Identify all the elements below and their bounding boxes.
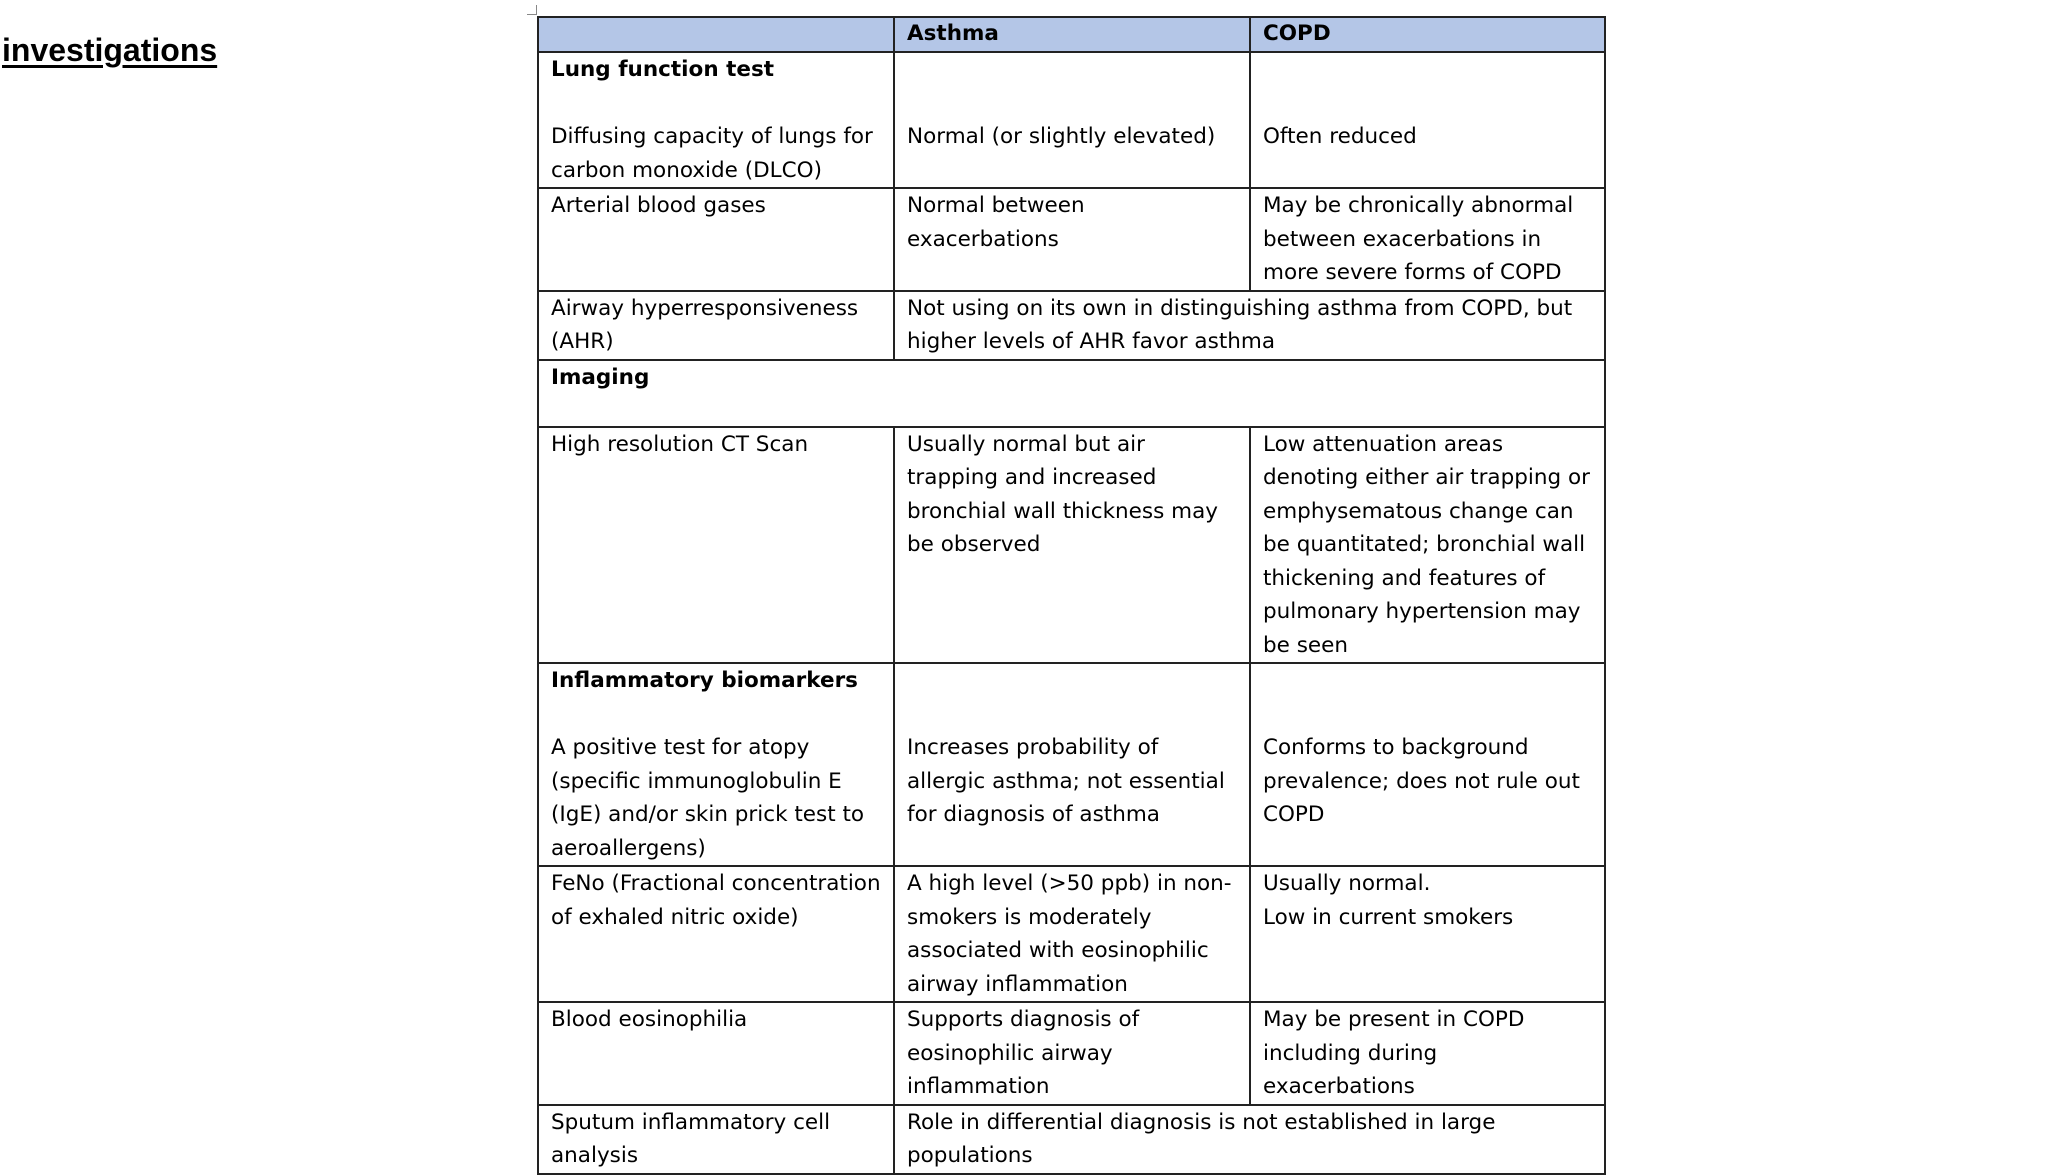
table-row (538, 663, 1605, 866)
asthma-cell (894, 52, 1250, 188)
comparison-table (537, 16, 1606, 1175)
asthma-cell: Usually normal but air trapping and increased bronchial wall thickness may be observed (894, 427, 1250, 664)
combined-cell: Role in differential diagnosis is not established in large populations (894, 1105, 1605, 1174)
header-cell-copd: COPD (1250, 17, 1605, 52)
section-cell (538, 360, 1605, 427)
asthma-cell: Normal between exacerbations (894, 188, 1250, 291)
copd-value: Often reduced (1263, 124, 1417, 149)
asthma-value: Increases probability of allergic asthma; not essential for diagnosis of asthma (907, 735, 1225, 827)
table-row (538, 52, 1605, 188)
test-cell: Blood eosinophilia (538, 1002, 894, 1105)
test-cell: Airway hyperresponsiveness (AHR) (538, 291, 894, 360)
copd-cell (1250, 52, 1605, 188)
test-cell: Arterial blood gases (538, 188, 894, 291)
test-cell: FeNo (Fractional concentration of exhaled nitric oxide) (538, 866, 894, 1002)
copd-cell: May be present in COPD including during exacerbations (1250, 1002, 1605, 1105)
table-row (538, 291, 1605, 360)
asthma-cell (894, 663, 1250, 866)
combined-cell: Not using on its own in distinguishing asthma from COPD, but higher levels of AHR favor asthma (894, 291, 1605, 360)
copd-cell (1250, 663, 1605, 866)
test-cell (538, 663, 894, 866)
test-name: A positive test for atopy (specific immunoglobulin E (IgE) and/or skin prick test to aeroallergens) (551, 735, 865, 861)
test-cell (538, 52, 894, 188)
table-row (538, 1105, 1605, 1174)
copd-cell: Low attenuation areas denoting either air trapping or emphysematous change can be quantitated; bronchial wall thickening and features of pulmonary hypertension may be seen (1250, 427, 1605, 664)
section-title-lung-function: Lung function test (551, 57, 775, 82)
copd-cell: May be chronically abnormal between exacerbations in more severe forms of COPD (1250, 188, 1605, 291)
asthma-cell: Supports diagnosis of eosinophilic airway inflammation (894, 1002, 1250, 1105)
asthma-cell: A high level (>50 ppb) in non-smokers is moderately associated with eosinophilic airway inflammation (894, 866, 1250, 1002)
header-cell-test (538, 17, 894, 52)
copd-value: Conforms to background prevalence; does not rule out COPD (1263, 735, 1580, 827)
table-row (538, 188, 1605, 291)
test-cell: Sputum inflammatory cell analysis (538, 1105, 894, 1174)
section-row-imaging (538, 360, 1605, 427)
test-name: Diffusing capacity of lungs for carbon monoxide (DLCO) (551, 124, 873, 183)
section-title-imaging: Imaging (551, 364, 650, 390)
page-heading: investigations (2, 32, 218, 68)
table-row (538, 1002, 1605, 1105)
test-cell: High resolution CT Scan (538, 427, 894, 664)
copd-value-line: Low in current smokers (1263, 904, 1514, 930)
table-row (538, 866, 1605, 1002)
copd-value-line: Usually normal. (1263, 871, 1431, 896)
section-title-inflammatory: Inflammatory biomarkers (551, 668, 858, 693)
asthma-value: Normal (or slightly elevated) (907, 124, 1216, 149)
table-header-row (538, 17, 1605, 52)
header-cell-asthma: Asthma (894, 17, 1250, 52)
table-move-handle[interactable] (527, 5, 537, 15)
table-row (538, 427, 1605, 664)
copd-cell (1250, 866, 1605, 1002)
